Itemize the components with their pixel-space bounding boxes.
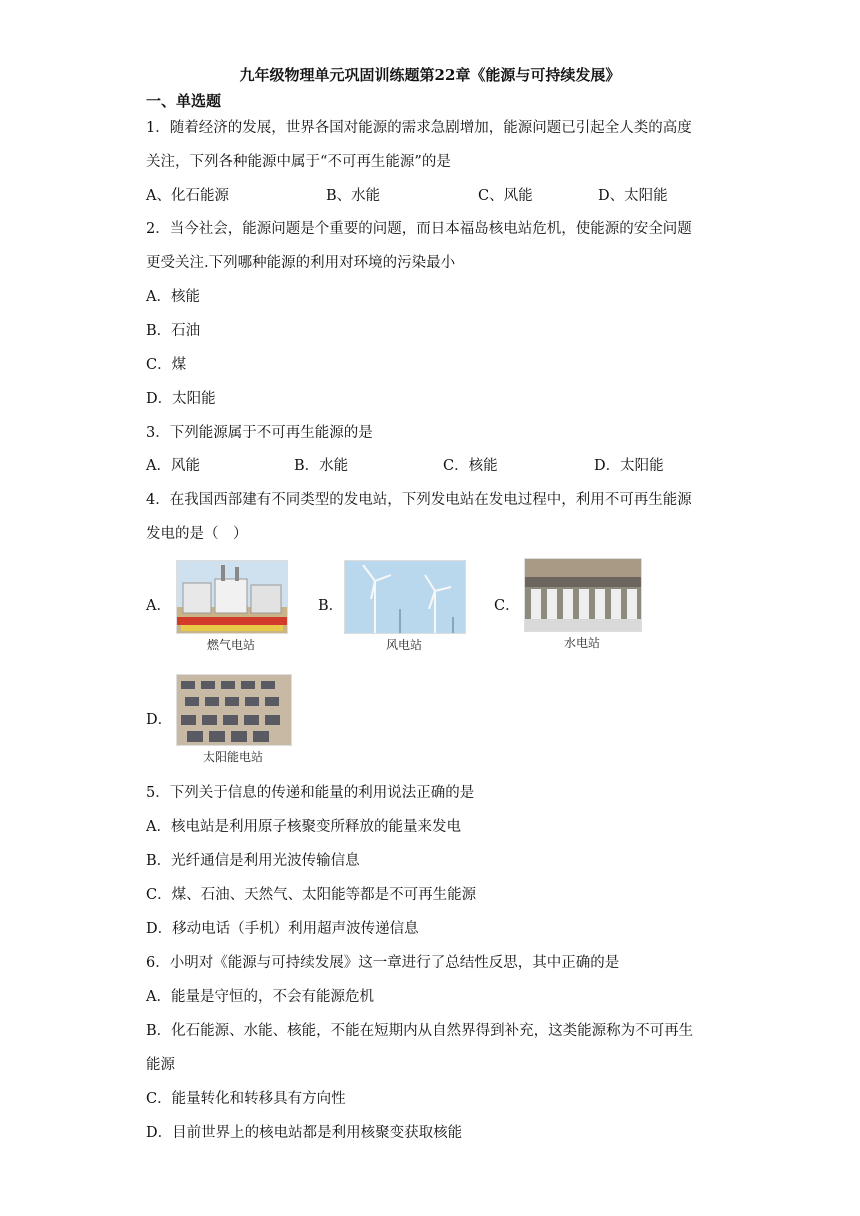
q5-option-a: A．核电站是利用原子核聚变所释放的能量来发电 xyxy=(146,819,461,835)
q6-option-b-line1: B．化石能源、水能、核能，不能在短期内从自然界得到补充，这类能源称为不可再生 xyxy=(146,1023,694,1039)
q6-stem: 6．小明对《能源与可持续发展》这一章进行了总结性反思，其中正确的是 xyxy=(146,955,620,971)
q2-stem-line1: 2．当今社会，能源问题是个重要的问题，而日本福岛核电站危机，使能源的安全问题 xyxy=(146,221,692,237)
q2-option-b: B．石油 xyxy=(146,323,201,339)
document-title: 九年级物理单元巩固训练题第22章《能源与可持续发展》 xyxy=(239,66,621,84)
q4-option-c-label: C． xyxy=(494,598,520,614)
q6-option-c: C．能量转化和转移具有方向性 xyxy=(146,1091,346,1107)
q4-caption-c: 水电站 xyxy=(563,636,600,650)
q5-stem: 5．下列关于信息的传递和能量的利用说法正确的是 xyxy=(146,785,475,801)
gas-power-station-photo xyxy=(176,560,288,634)
q5-option-d: D．移动电话（手机）利用超声波传递信息 xyxy=(146,921,419,937)
q1-stem-line2: 关注，下列各种能源中属于“不可再生能源”的是 xyxy=(146,154,451,170)
q4-stem-line1: 4．在我国西部建有不同类型的发电站，下列发电站在发电过程中，利用不可再生能源 xyxy=(146,492,692,508)
q1-option-c: C、风能 xyxy=(478,188,533,204)
q5-option-b: B．光纤通信是利用光波传输信息 xyxy=(146,853,360,869)
q4-caption-b: 风电站 xyxy=(385,638,422,652)
hydro-dam-photo xyxy=(524,558,642,632)
q2-option-d: D．太阳能 xyxy=(146,391,216,407)
q3-option-d: D．太阳能 xyxy=(594,458,664,474)
q4-stem-line2: 发电的是（ ） xyxy=(146,526,248,542)
solar-station-photo xyxy=(176,674,292,746)
wind-farm-photo xyxy=(344,560,466,634)
q4-caption-d: 太阳能电站 xyxy=(202,750,263,764)
q4-option-a-label: A． xyxy=(146,598,171,614)
q3-stem: 3．下列能源属于不可再生能源的是 xyxy=(146,425,373,441)
q3-option-b: B．水能 xyxy=(294,458,349,474)
q1-option-b: B、水能 xyxy=(326,188,381,204)
q2-stem-line2: 更受关注.下列哪种能源的利用对环境的污染最小 xyxy=(146,255,456,271)
q4-caption-a: 燃气电站 xyxy=(206,638,255,652)
q6-option-b-line2: 能源 xyxy=(146,1057,175,1073)
q4-option-b-label: B． xyxy=(318,598,344,614)
q3-option-c: C．核能 xyxy=(443,458,498,474)
q6-option-d: D．目前世界上的核电站都是利用核聚变获取核能 xyxy=(146,1125,463,1141)
q1-option-a: A、化石能源 xyxy=(146,188,229,204)
section-heading: 一、单选题 xyxy=(146,92,222,110)
q1-option-d: D、太阳能 xyxy=(598,188,668,204)
q6-option-a: A．能量是守恒的，不会有能源危机 xyxy=(146,989,374,1005)
q3-option-a: A．风能 xyxy=(146,458,200,474)
q1-stem-line1: 1．随着经济的发展，世界各国对能源的需求急剧增加，能源问题已引起全人类的高度 xyxy=(146,120,692,136)
q4-option-d-label: D． xyxy=(146,712,173,728)
q2-option-c: C．煤 xyxy=(146,357,187,373)
q2-option-a: A．核能 xyxy=(146,289,200,305)
q5-option-c: C．煤、石油、天然气、太阳能等都是不可再生能源 xyxy=(146,887,477,903)
